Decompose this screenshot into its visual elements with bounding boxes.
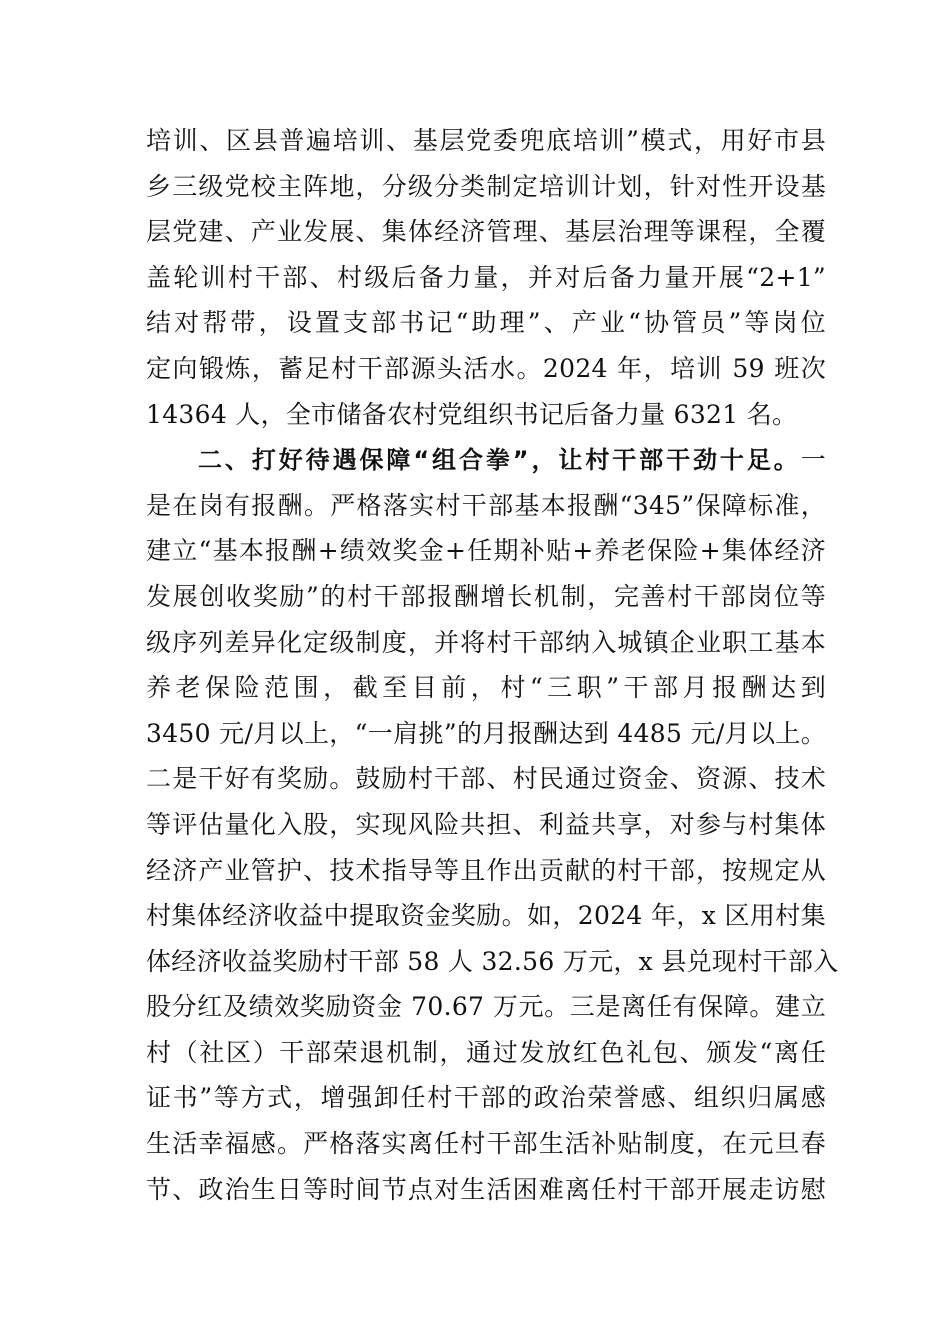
text-line: 乡三级党校主阵地，分级分类制定培训计划，针对性开设基: [146, 171, 826, 201]
text-line: 是在岗有报酬。严格落实村干部基本报酬“345”保障标准，: [146, 490, 826, 520]
text-line: 定向锻炼，蓄足村干部源头活水。2024 年，培训 59 班次: [146, 353, 826, 383]
section-heading-line: [146, 437, 826, 483]
text-line: 证书”等方式，增强卸任村干部的政治荣誉感、组织归属感: [146, 1083, 826, 1113]
text-line: 养老保险范围，截至目前，村“三职”干部月报酬达到: [146, 673, 826, 703]
text-line: 经济产业管护、技术指导等且作出贡献的村干部，按规定从: [146, 855, 826, 885]
text-line: 结对帮带，设置支部书记“助理”、产业“协管员”等岗位: [146, 308, 826, 338]
text-line: 等评估量化入股，实现风险共担、利益共享，对参与村集体: [146, 809, 826, 839]
text-line: 生活幸福感。严格落实离任村干部生活补贴制度，在元旦春: [146, 1129, 826, 1159]
text-line: 培训、区县普遍培训、基层党委兜底培训”模式，用好市县: [146, 126, 826, 155]
text-line: 二是干好有奖励。鼓励村干部、村民通过资金、资源、技术: [146, 764, 826, 794]
text-line: 3450 元/月以上，“一肩挑”的月报酬达到 4485 元/月以上。: [146, 718, 826, 748]
text-line: 节、政治生日等时间节点对生活困难离任村干部开展走访慰: [146, 1174, 826, 1204]
text-line: 村集体经济收益中提取资金奖励。如，2024 年，x 区用村集: [146, 901, 826, 931]
document-body: [146, 118, 839, 1212]
text-line: 发展创收奖励”的村干部报酬增长机制，完善村干部岗位等: [146, 581, 826, 611]
text-line: 级序列差异化定级制度，并将村干部纳入城镇企业职工基本: [146, 627, 826, 657]
heading-tail-text: 一: [800, 445, 826, 475]
text-line: 14364 人，全市储备农村党组织书记后备力量 6321 名。: [146, 399, 798, 429]
text-line: 层党建、产业发展、集体经济管理、基层治理等课程，全覆: [146, 217, 826, 247]
text-line: 村（社区）干部荣退机制，通过发放红色礼包、颁发“离任: [146, 1037, 826, 1067]
text-line: 体经济收益奖励村干部 58 人 32.56 万元，x 县兑现村干部入: [146, 946, 839, 976]
text-line: 股分红及绩效奖励资金 70.67 万元。三是离任有保障。建立: [146, 992, 826, 1022]
text-line: 建立“基本报酬+绩效奖金+任期补贴+养老保险+集体经济: [146, 536, 826, 566]
text-line: 盖轮训村干部、村级后备力量，并对后备力量开展“2+1”: [146, 262, 826, 292]
section-heading: 二、打好待遇保障“组合拳”，让村干部干劲十足。: [198, 446, 801, 475]
